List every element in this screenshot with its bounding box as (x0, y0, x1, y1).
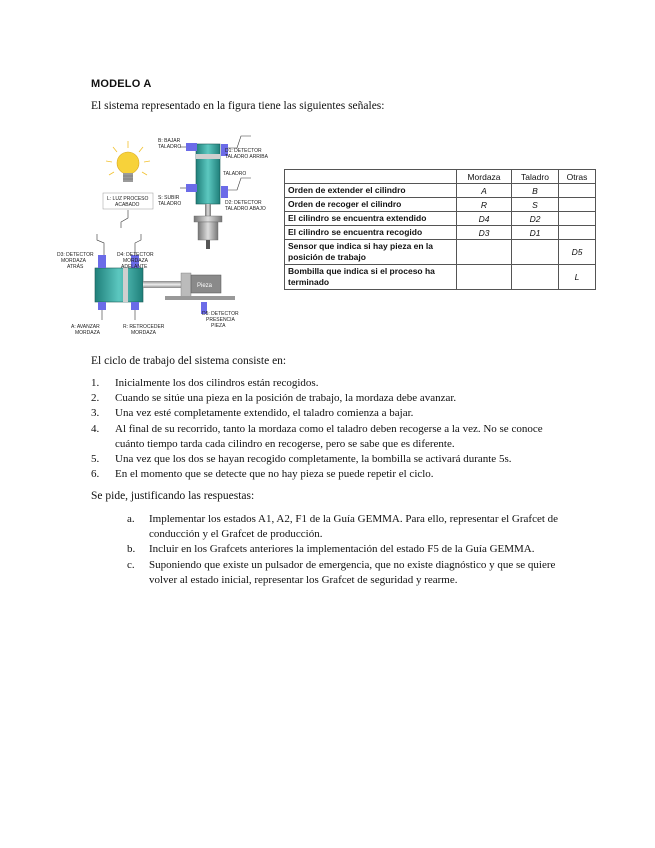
row-label: El cilindro se encuentra extendido (285, 212, 457, 226)
port-a (98, 302, 106, 310)
table-header-row (285, 170, 596, 184)
header-mordaza: Mordaza (457, 170, 512, 184)
intro-text: El sistema representado en la figura tiene las siguientes señales: (91, 100, 385, 112)
cell-taladro: B (512, 184, 559, 198)
label-d2-line1: D2: DETECTOR (225, 200, 262, 206)
work-table (165, 296, 235, 300)
label-l-line1: L: LUZ PROCESO (107, 196, 149, 202)
svg-text:TALADRO ARRIBA: TALADRO ARRIBA (225, 154, 268, 160)
light-bulb-icon (106, 141, 150, 182)
svg-text:TALADRO ABAJO: TALADRO ABAJO (225, 206, 266, 212)
table-row (285, 184, 596, 198)
row-label: El cilindro se encuentra recogido (285, 226, 457, 240)
svg-text:TALADRO: TALADRO (158, 201, 182, 207)
port-r (131, 302, 139, 310)
cell-otras: D5 (559, 240, 596, 265)
step-text: Inicialmente los dos cilindros están recogidos. (115, 377, 319, 389)
label-d3-line1: D3: DETECTOR (57, 252, 94, 258)
cell-mordaza: A (457, 184, 512, 198)
port-b (186, 143, 197, 151)
port-s (186, 184, 197, 192)
tasks-intro-text: Se pide, justificando las respuestas: (91, 490, 255, 502)
step-text: En el momento que se detecte que no hay pieza se puede repetir el ciclo. (115, 468, 434, 481)
step-number: 5. (91, 453, 100, 466)
header-taladro: Taladro (512, 170, 559, 184)
list-item (91, 406, 561, 421)
row-label: Bombilla que indica si el proceso ha terminado (285, 265, 457, 290)
cell-mordaza (457, 265, 512, 290)
task-letter: c. (127, 558, 135, 571)
cell-mordaza: D4 (457, 212, 512, 226)
cell-otras (559, 212, 596, 226)
label-pieza: Pieza (197, 283, 213, 289)
svg-text:TALADRO: TALADRO (158, 144, 182, 150)
list-item (91, 422, 561, 452)
step-text: Cuando se sitúe una pieza en la posición de trabajo, la mordaza debe avanzar. (115, 392, 457, 405)
svg-text:MORDAZA: MORDAZA (61, 258, 86, 264)
drill-bit (206, 240, 210, 249)
cell-taladro: D1 (512, 226, 559, 240)
step-text: Una vez que los dos se hayan recogido completamente, la bombilla se activará durante 5s. (115, 453, 512, 466)
step-number: 4. (91, 422, 100, 435)
tasks-list (127, 512, 567, 588)
cell-otras (559, 198, 596, 212)
step-number: 3. (91, 407, 100, 420)
cycle-steps-list (91, 376, 561, 482)
list-item (127, 512, 567, 542)
signals-table (284, 169, 596, 290)
svg-text:MORDAZA: MORDAZA (123, 258, 148, 264)
sensor-d3 (98, 255, 106, 268)
list-item (91, 467, 561, 482)
cycle-intro-text: El ciclo de trabajo del sistema consiste en: (91, 355, 287, 367)
cell-taladro (512, 240, 559, 265)
drill-cylinder (196, 144, 220, 204)
step-text: Una vez esté completamente extendido, el taladro comienza a bajar. (115, 407, 414, 420)
sensor-d2 (221, 186, 228, 198)
cell-mordaza: D3 (457, 226, 512, 240)
step-number: 1. (91, 377, 100, 389)
cell-mordaza: R (457, 198, 512, 212)
drill-motor (198, 222, 218, 240)
svg-text:ATRÁS: ATRÁS (67, 264, 84, 270)
cell-otras (559, 226, 596, 240)
list-item (91, 376, 561, 391)
label-a-line1: A: AVANZAR (71, 324, 100, 330)
label-b-line1: B: BAJAR (158, 138, 181, 144)
task-letter: a. (127, 513, 135, 525)
header-otras: Otras (559, 170, 596, 184)
table-row (285, 240, 596, 265)
label-d5-line1: D5: DETECTOR (202, 311, 239, 317)
label-d4-line1: D4: DETECTOR (117, 252, 154, 258)
table-row (285, 226, 596, 240)
svg-text:PIEZA: PIEZA (211, 323, 226, 329)
cell-otras: L (559, 265, 596, 290)
table-row (285, 265, 596, 290)
step-number: 2. (91, 392, 100, 405)
step-number: 6. (91, 468, 100, 481)
cell-otras (559, 184, 596, 198)
clamp-piston (123, 268, 128, 302)
clamp-jaw (181, 273, 191, 297)
step-text: Al final de su recorrido, tanto la mordaza como el taladro deben recogerse a la vez. No se conoce cuánto tiempo tarda cada cilindro en recogerse, pero se sabe que es diferente. (115, 422, 543, 450)
cell-taladro: S (512, 198, 559, 212)
system-diagram (55, 118, 270, 343)
table-row (285, 198, 596, 212)
list-item (127, 542, 567, 557)
task-text: Suponiendo que existe un pulsador de emergencia, que no existe diagnóstico y que se quiere volver al estado inicial, representar los Grafcet de seguridad y rearme. (149, 558, 556, 586)
list-item (91, 452, 561, 467)
task-letter: b. (127, 543, 136, 556)
task-text: Incluir en los Grafcets anteriores la implementación del estado F5 de la Guía GEMMA. (149, 543, 535, 556)
cell-mordaza (457, 240, 512, 265)
svg-text:PRESENCIA: PRESENCIA (206, 317, 235, 323)
label-taladro: TALADRO (223, 171, 247, 177)
table-row (285, 212, 596, 226)
label-r-line1: R: RETROCEDER (123, 324, 165, 330)
label-d1-line1: D1: DETECTOR (225, 148, 262, 154)
list-item (91, 391, 561, 406)
task-text: Implementar los estados A1, A2, F1 de la Guía GEMMA. Para ello, representar el Grafcet de conducción y el Grafcet de producción. (149, 513, 559, 541)
cell-taladro: D2 (512, 212, 559, 226)
svg-text:ADELANTE: ADELANTE (121, 264, 148, 270)
svg-text:MORDAZA: MORDAZA (131, 330, 156, 336)
svg-text:ACABADO: ACABADO (115, 202, 140, 208)
cell-taladro (512, 265, 559, 290)
row-label: Sensor que indica si hay pieza en la posición de trabajo (285, 240, 457, 265)
page-title: MODELO A (91, 78, 152, 90)
list-item (127, 558, 567, 588)
svg-text:MORDAZA: MORDAZA (75, 330, 100, 336)
row-label: Orden de extender el cilindro (285, 184, 457, 198)
drill-piston (196, 154, 220, 159)
clamp-cylinder (95, 268, 143, 302)
label-s-line1: S: SUBIR (158, 195, 180, 201)
row-label: Orden de recoger el cilindro (285, 198, 457, 212)
